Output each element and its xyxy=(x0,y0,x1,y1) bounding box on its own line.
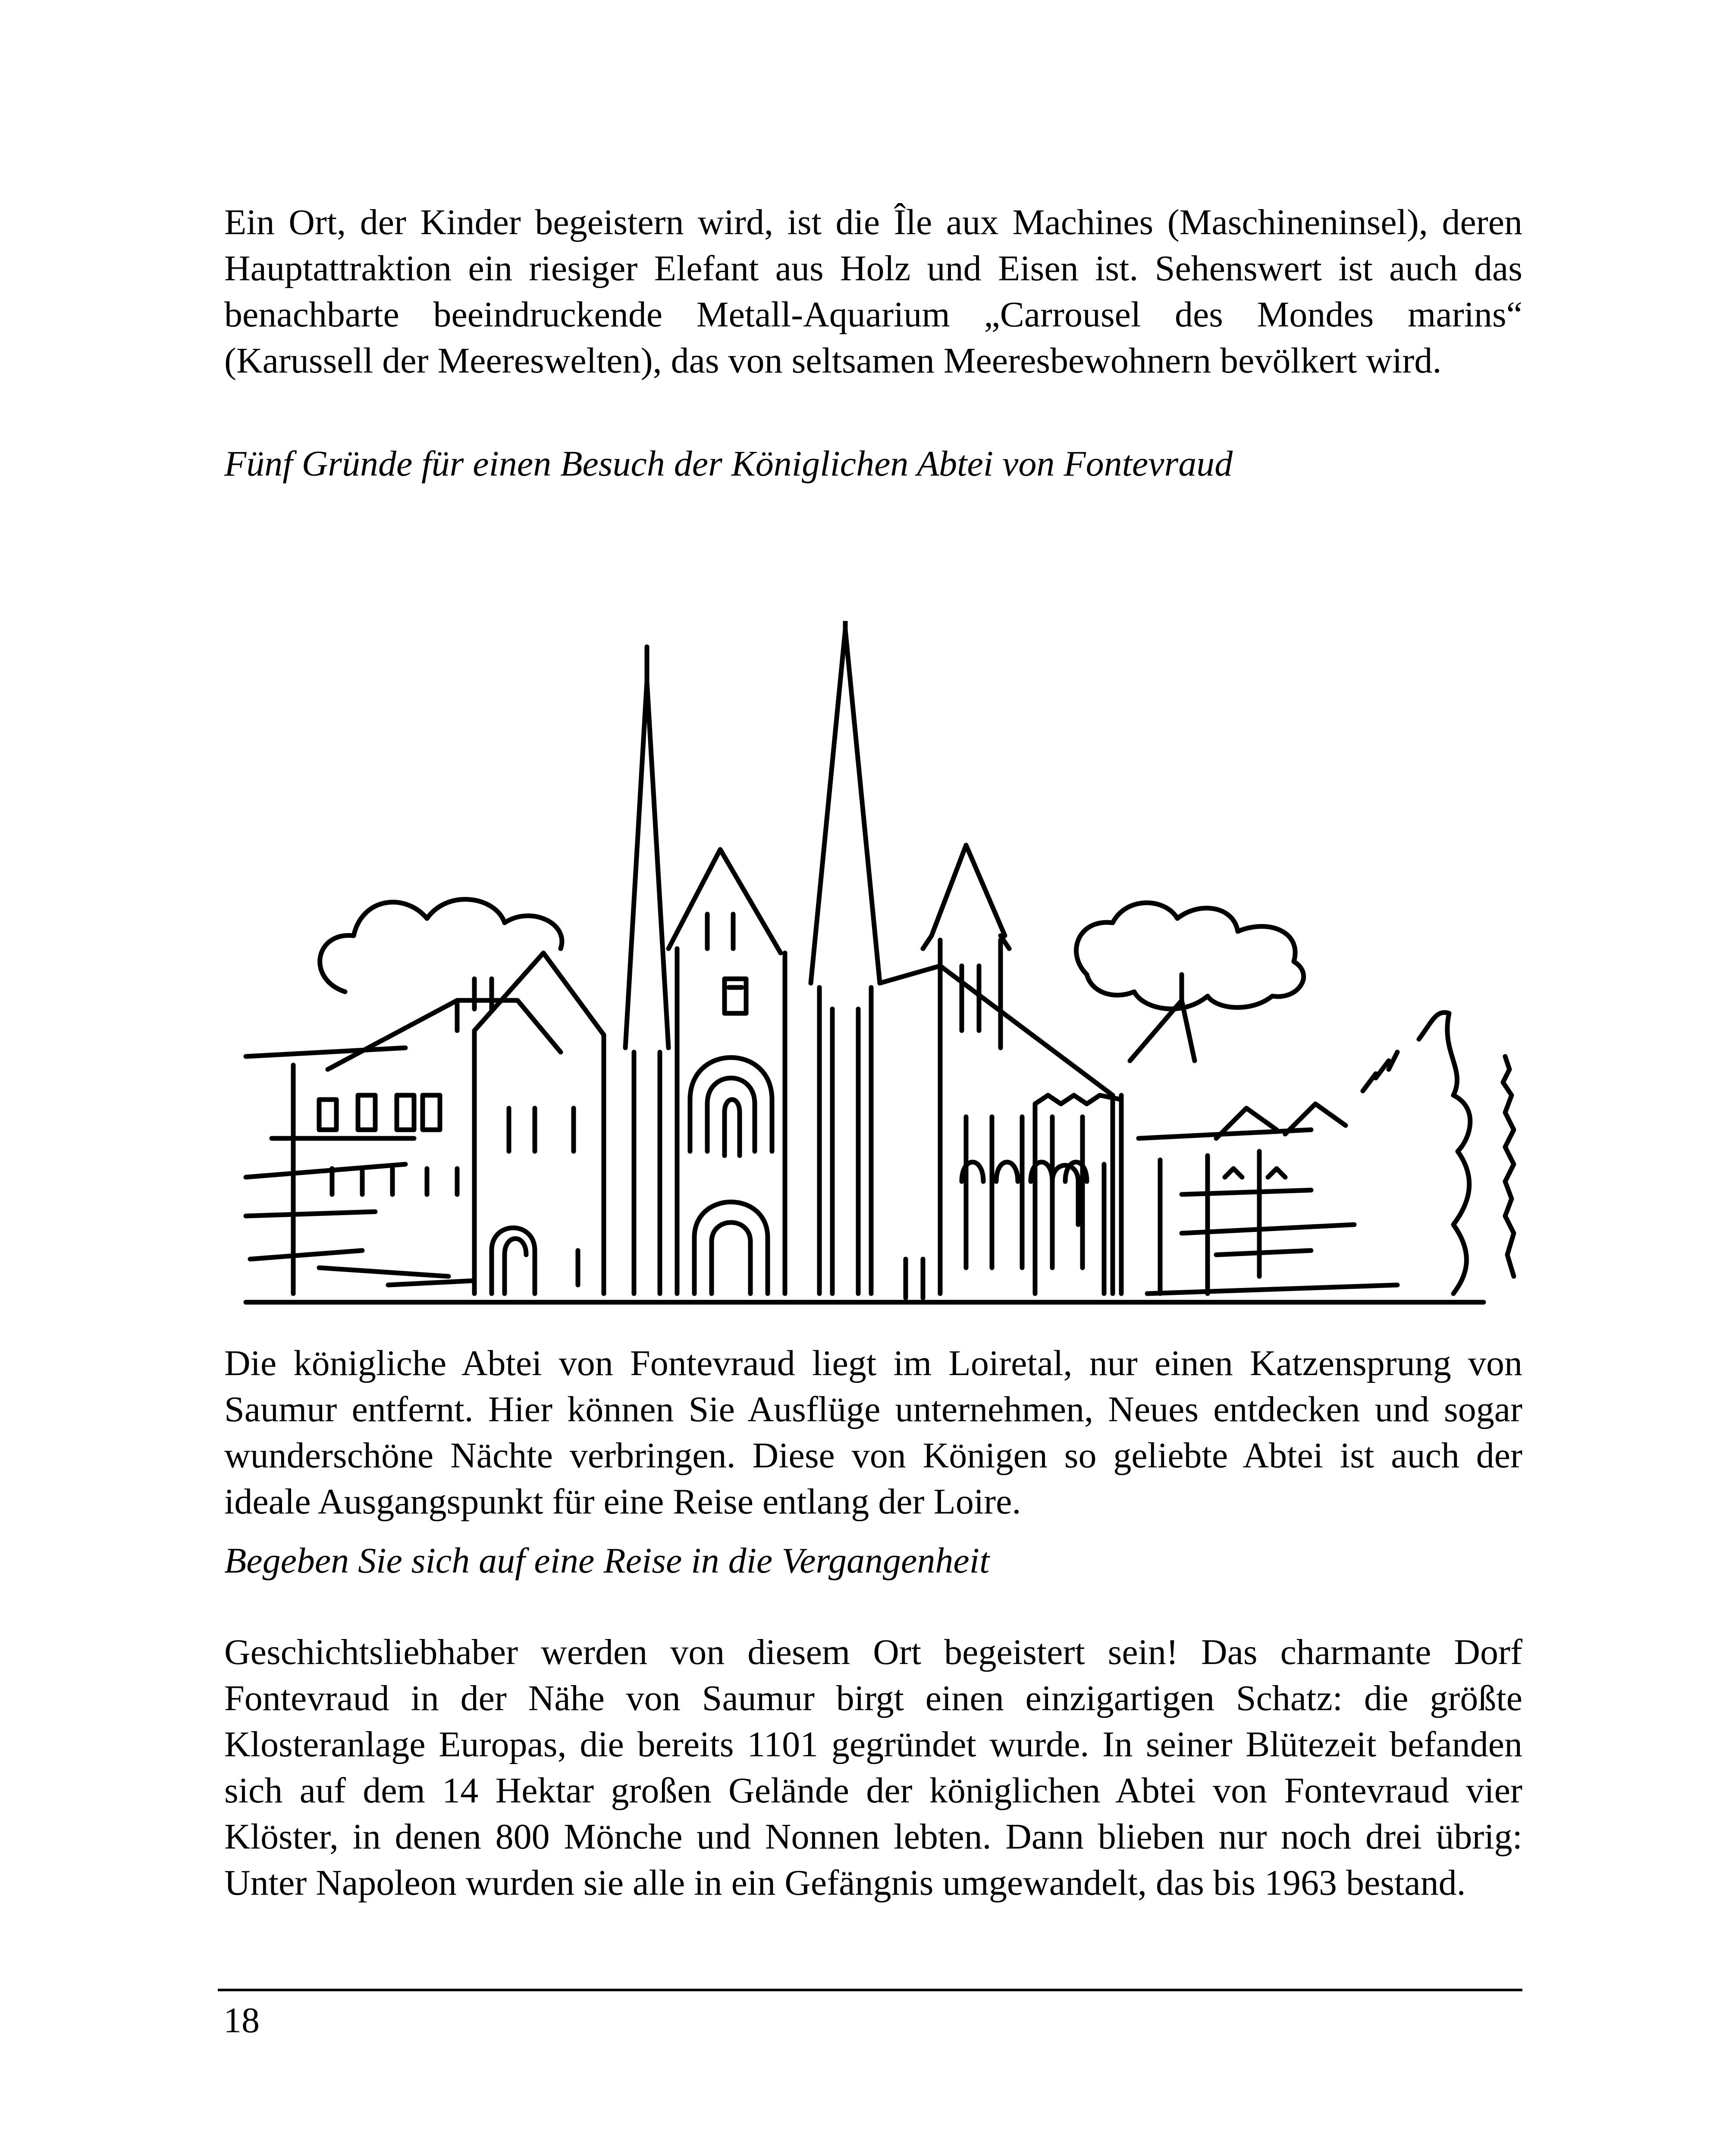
abbey-illustration xyxy=(233,621,1531,1311)
arch-center-upper xyxy=(690,1058,772,1156)
house-left-roof xyxy=(328,979,561,1069)
village-right xyxy=(1139,1130,1397,1294)
heading-reise-vergangenheit: Begeben Sie sich auf eine Reise in die Vergangenheit xyxy=(224,1541,990,1581)
arch-left-low xyxy=(492,1228,535,1294)
chapel-roof xyxy=(1130,975,1195,1061)
page-number: 18 xyxy=(223,2000,260,2040)
tree-right-far xyxy=(1503,1056,1514,1276)
heading-fuenf-gruende: Fünf Gründe für einen Besuch der Königlichen Abtei von Fontevraud xyxy=(224,444,1233,484)
house-left-windows xyxy=(319,1095,457,1194)
paragraph-ile-aux-machines: Ein Ort, der Kinder begeistern wird, ist die Île aux Machines (Maschineninsel), deren Hauptattraktion ein riesiger Elefant aus Holz und Eisen ist. Sehenswert ist auch das benachbarte beeindruckende Metall-Aquarium „Carrousel des Mondes marins“ (Karussell der Meereswelten), das von seltsamen Meeresbewohnern bevölkert wird. xyxy=(224,202,1522,381)
village-roofs xyxy=(1216,1104,1346,1177)
arch-center-lower xyxy=(694,1202,768,1294)
tree-right xyxy=(1363,1012,1470,1294)
spire-main xyxy=(811,621,880,1294)
paragraph-abtei-fontevraud: Die königliche Abtei von Fontevraud liegt im Loiretal, nur einen Katzensprung von Saumur entfernt. Hier können Sie Ausflüge unternehmen, Neues entdecken und sogar wunderschöne Nächte verbringen. Diese von Königen so geliebte Abtei ist auch der ideale Ausgangspunkt für eine Reise entlang der Loire. xyxy=(224,1343,1522,1522)
chapel-right xyxy=(1035,1095,1121,1294)
tower-right xyxy=(923,845,1009,1048)
paragraph-geschichte: Geschichtsliebhaber werden von diesem Ort begeistert sein! Das charmante Dorf Fontevraud in der Nähe von Saumur birgt einen einzigartigen Schatz: die größte Klosteranlage Europas, die bereits 1101 gegründet wurde. In seiner Blütezeit befanden sich auf dem 14 Hektar großen Gelände der königlichen Abtei von Fontevraud vier Klöster, in denen 800 Mönche und Nonnen lebten. Dann blieben nur noch drei übrig: Unter Napoleon wurden sie alle in ein Gefängnis umgewandelt, das bis 1963 bestand. xyxy=(224,1632,1522,1903)
spire-left xyxy=(625,647,668,1294)
nave xyxy=(880,966,1113,1294)
facade-window xyxy=(725,979,746,1013)
cloud-left xyxy=(320,899,562,992)
cloud-right xyxy=(1076,903,1304,1009)
footer-rule xyxy=(218,1989,1522,1991)
